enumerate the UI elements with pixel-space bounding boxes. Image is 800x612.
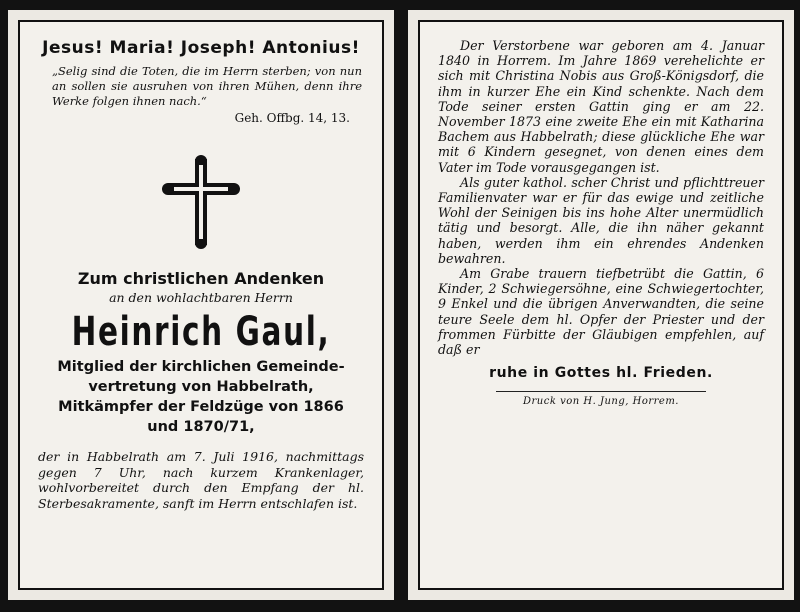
addressee-line: an den wohlachtbaren Herrn [109,290,293,305]
bible-quote: „Selig sind die Toten, die im Herrn sterben; von nun an sollen sie ausruhen von ihren Mühen, denn ihre Werke folgen ihnen nach.“ [52,64,362,108]
role-line: Mitglied der kirchlichen Gemeinde- [57,359,345,375]
quote-reference: Geh. Offbg. 14, 13. [234,111,350,125]
role-line: Mitkämpfer der Feldzüge von 1866 [58,399,344,415]
cross-icon-wrap [34,153,368,251]
biography-text [438,38,764,357]
left-card-frame [18,20,384,590]
left-card-panel [8,10,394,600]
biography-paragraph: Der Verstorbene war geboren am 4. Januar 1840 in Horrem. Im Jahre 1869 verehelichte er sich mit Christina Nobis aus Groß-Königsdorf, die ihm in kurzer Ehe ein Kind schenkte. Nach dem Tode seiner ersten Gattin ging er am 22. November 1873 eine zweite Ehe ein mit Katharina Bachem aus Habbelrath; diese glückliche Ehe war mit 6 Kindern gesegnet, von denen eines dem Vater im Tode vorausgegangen ist. [438,38,764,175]
divider-line [496,391,706,392]
deceased-name: Heinrich Gaul, [71,309,331,355]
printer-credit: Druck von H. Jung, Horrem. [523,396,679,408]
biography-paragraph: Als guter kathol. scher Christ und pflichttreuer Familienvater war er für das ewige und zeitliche Wohl der Seinigen bis ins hohe Alter unermüdlich tätig und besorgt. Alle, die ihn näher gekannt haben, werden ihm ein ehrendes Andenken bewahren. [438,174,764,266]
role-line: und 1870/71, [147,419,255,435]
right-card-frame [418,20,784,590]
biography-paragraph: Am Grabe trauern tiefbetrübt die Gattin, 6 Kinder, 2 Schwiegersöhne, eine Schwiegertochter, 9 Enkel und die übrigen Anverwandten, die seine teure Seele dem hl. Opfer der Priester und der frommen Fürbitte der Gläubigen empfehlen, auf daß er [438,266,764,358]
memorial-heading: Zum christlichen Andenken [77,269,325,288]
role-line: vertretung von Habbelrath, [88,379,314,395]
invocation-heading: Jesus! Maria! Joseph! Antonius! [42,38,360,58]
cross-icon [162,153,240,251]
right-card-panel [408,10,794,600]
closing-line: ruhe in Gottes hl. Frieden. [489,365,713,382]
death-notice-text: der in Habbelrath am 7. Juli 1916, nachmittags gegen 7 Uhr, nach kurzem Krankenlager, wohlvorbereitet durch den Empfang der hl. Sterbesakramente, sanft im Herrn entschlafen ist. [38,449,364,511]
role-description [34,357,368,437]
